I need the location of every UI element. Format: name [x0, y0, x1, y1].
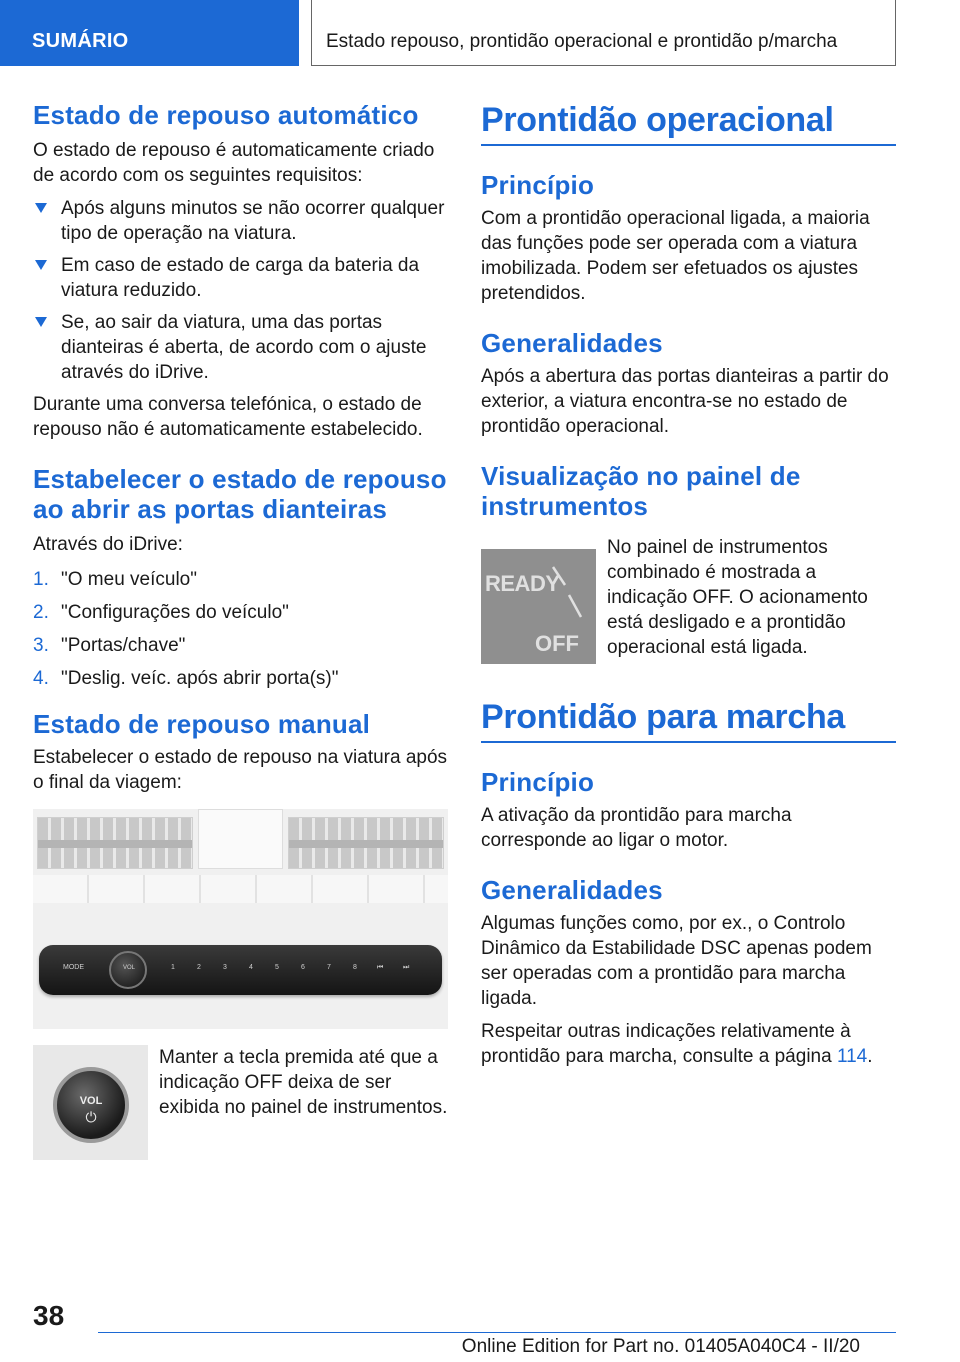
edition-note: Online Edition for Part no. 01405A040C4 - II/20: [461, 1336, 860, 1357]
section-heading-principle: Princípio: [481, 170, 595, 200]
paragraph-page-reference: Respeitar outras indicações relativamente à prontidão para marcha, consulte a página 114.: [481, 1021, 873, 1067]
paragraph-principle: Com a prontidão operacional ligada, a maioria das funções pode ser operada com a viatura imobilizada. Podem ser efetuados os ajustes pretendidos.: [481, 208, 870, 304]
air-vent-right: [288, 817, 444, 869]
preset-key-label: 5: [275, 964, 279, 971]
paragraph-general: Após a abertura das portas dianteiras a partir do exterior, a viatura encontra-se no estado de prontidão operacional.: [481, 366, 889, 437]
dashboard-controls-image: [33, 809, 448, 1029]
list-item: Se, ao sair da viatura, uma das portas dianteiras é aberta, de acordo com o ajuste através do iDrive.: [33, 310, 448, 385]
contents-tab-label: SUMÁRIO: [32, 30, 129, 52]
paragraph-phone-note: Durante uma conversa telefónica, o estado de repouso não é automaticamente estabelecido.: [33, 394, 423, 440]
power-icon: ⏻: [85, 1109, 97, 1125]
chapter-heading-drive-ready: Prontidão para marcha: [481, 697, 896, 743]
instrument-display-note: [481, 535, 896, 658]
paragraph-idrive-intro: Através do iDrive:: [33, 534, 183, 555]
section-heading-principle: Princípio: [481, 767, 595, 797]
chapter-heading-operational: Prontidão operacional: [481, 100, 896, 146]
list-item: 4. "Deslig. veíc. após abrir porta(s)": [33, 668, 339, 689]
page-header: [0, 0, 960, 66]
preset-key-label: 7: [327, 964, 331, 971]
knob-vol-text: VOL: [79, 1095, 103, 1107]
paragraph-principle: A ativação da prontidão para marcha corresponde ao ligar o motor.: [481, 805, 792, 851]
display-bezel: [198, 809, 283, 869]
air-vent-left: [37, 817, 193, 869]
requirements-list: [33, 196, 448, 385]
contents-tab[interactable]: [0, 0, 299, 66]
preset-key-label: 2: [197, 964, 201, 971]
ready-off-gauge-image: [481, 549, 596, 664]
section-heading-rest-on-door: Estabelecer o estado de repouso ao abrir as portas dianteiras: [33, 464, 447, 524]
preset-key-label: 8: [353, 964, 357, 971]
paragraph-manual-rest-intro: Estabelecer o estado de repouso na viatura após o final da viagem:: [33, 747, 448, 793]
paragraph-hold-button: Manter a tecla premida até que a indicação OFF deixa de ser exibida no painel de instrumentos.: [159, 1047, 448, 1118]
list-item: Após alguns minutos se não ocorrer qualquer tipo de operação na viatura.: [33, 196, 448, 246]
knob-instruction: [33, 1045, 448, 1163]
preset-key-label: 6: [301, 964, 305, 971]
footer-divider: [98, 1332, 896, 1333]
power-knob: [53, 1067, 129, 1143]
preset-key-label: 1: [171, 964, 175, 971]
section-heading-general: Generalidades: [481, 875, 663, 905]
knob-vol-label: VOL: [123, 965, 136, 971]
dashboard-trim: [33, 875, 448, 903]
idrive-steps-list: [33, 567, 448, 691]
section-heading-general: Generalidades: [481, 328, 663, 358]
page-reference-link[interactable]: 114: [836, 1046, 868, 1067]
section-heading-manual-rest: Estado de repouso manual: [33, 709, 371, 739]
list-item: Em caso de estado de carga da bateria da viatura reduzido.: [33, 253, 448, 303]
chapter-title: Estado repouso, prontidão operacional e prontidão p/marcha: [326, 31, 838, 52]
skip-back-icon: ⏮: [377, 964, 384, 971]
paragraph-instrument-display: No painel de instrumentos combinado é mostrada a indicação OFF. O acionamento está desligado e a prontidão operacional está ligada.: [607, 537, 868, 658]
chapter-title-tab: [311, 0, 896, 66]
preset-key-label: 3: [223, 964, 227, 971]
left-column: [33, 100, 448, 1163]
triangle-bullet-icon: [35, 260, 47, 270]
mode-button-label: MODE: [63, 964, 84, 971]
volume-knob-image: [33, 1045, 148, 1160]
list-item: 2. "Configurações do veículo": [33, 602, 289, 623]
right-column: [481, 100, 896, 1069]
skip-forward-icon: ⏭: [403, 964, 410, 971]
off-indicator: OFF: [535, 631, 579, 656]
page-number: 38: [33, 1300, 65, 1331]
list-item: 1. "O meu veículo": [33, 569, 197, 590]
section-heading-instrument-display: Visualização no painel de instrumentos: [481, 461, 801, 521]
preset-key-label: 4: [249, 964, 253, 971]
section-heading-auto-rest: Estado de repouso automático: [33, 100, 419, 130]
paragraph-auto-rest-intro: O estado de repouso é automaticamente criado de acordo com os seguintes requisitos:: [33, 140, 435, 186]
ready-indicator: READY: [485, 571, 560, 596]
control-button-bar: [39, 945, 442, 995]
list-item: 3. "Portas/chave": [33, 635, 186, 656]
paragraph-general: Algumas funções como, por ex., o Controlo Dinâmico da Estabilidade DSC apenas podem ser operadas com a prontidão para marcha ligada.: [481, 913, 872, 1009]
triangle-bullet-icon: [35, 203, 47, 213]
triangle-bullet-icon: [35, 317, 47, 327]
